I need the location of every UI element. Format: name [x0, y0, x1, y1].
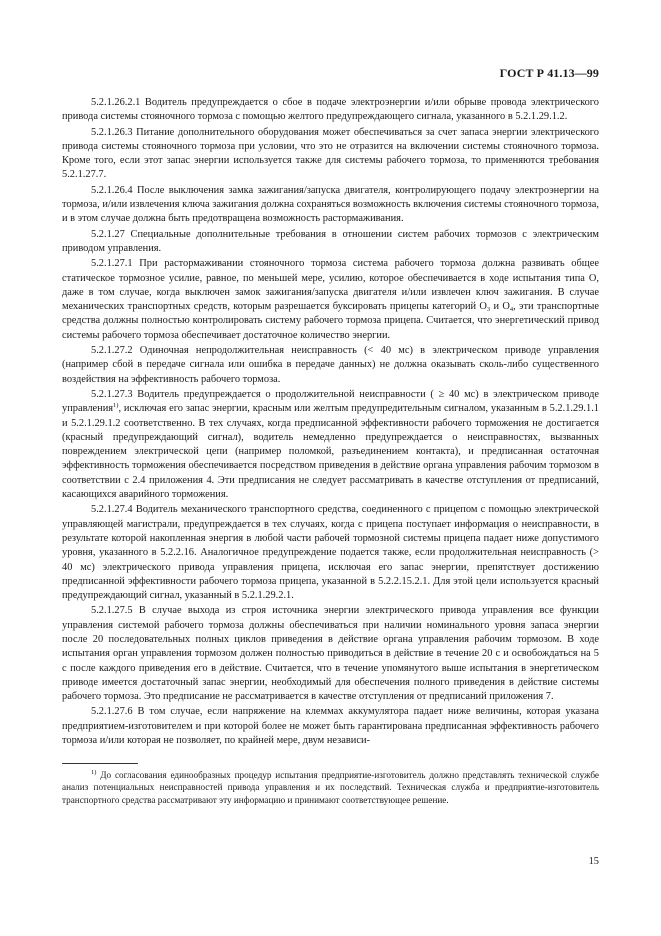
paragraph-5-2-1-27-5: 5.2.1.27.5 В случае выхода из строя источника энергии электрического привода управления все функции управления системой рабочего тормоза должны обеспечиваться при наличии номинального уровня запаса энергии после 20 последовательных полных циклов приведения в действие органа управления рабочим тормозом. В ходе испытания орган управления тормозом должен полностью приводиться в действие в течение 20 с и освобождаться на 5 с после каждого приведения его в действие. Считается, что в течение упомянутого выше испытания в энергетическом приводе имеется достаточный запас энергии, необходимый для обеспечения полного приведения в действие системы рабочего тормоза. Это предписание не рассматривается в качестве отступления от предписаний приложения 7. [62, 605, 599, 703]
body-text [62, 96, 599, 748]
paragraph-5-2-1-27: 5.2.1.27 Специальные дополнительные требования в отношении систем рабочих тормозов с электрическим приводом управления. [62, 228, 599, 254]
paragraph-5-2-1-27-6: 5.2.1.27.6 В том случае, если напряжение на клеммах аккумулятора падает ниже величины, которая указана предприятием-изготовителем и при которой более не может быть гарантирована предписанная эффективность рабочего тормоза и/или которая не позволяет, по крайней мере, двум независи- [62, 706, 599, 747]
standard-header: ГОСТ Р 41.13—99 [499, 66, 599, 80]
paragraph-5-2-1-27-4: 5.2.1.27.4 Водитель механического транспортного средства, соединенного с прицепом с помощью электрической управляющей магистрали, предупреждается в тех случаях, когда с прицепа поступает информация о неисправности, в результате которой накопленная энергия в любой части рабочей тормозной системы прицепа падает ниже допустимого уровня, указанного в 5.2.2.16. Аналогичное предупреждение подается также, если продолжительная неисправность (> 40 мс) электрического привода управления прицепа, исключая его запас энергии, препятствует достижению предписанной эффективности рабочего тормоза прицепа, указанной в 5.2.2.15.2.1. Для этой цели используется красный предупреждающий сигнал, указанный в 5.2.1.29.2.1. [62, 504, 599, 602]
subscript: 3 [486, 306, 491, 314]
paragraph-5-2-1-26-2-1: 5.2.1.26.2.1 Водитель предупреждается о сбое в подаче электроэнергии и/или обрыве провода электрического привода системы стояночного тормоза с помощью желтого предупреждающего сигнала, указанного в 5.2.1.29.1.2. [62, 97, 599, 123]
paragraph-5-2-1-27-2: 5.2.1.27.2 Одиночная непродолжительная неисправность (< 40 мс) в электрическом приводе управления (например сбой в передаче сигнала или ошибка в передаче данных) не должна оказывать сколь-либо существенного воздействия на эффективность рабочего тормоза. [62, 345, 599, 385]
paragraph-5-2-1-27-3 [62, 388, 599, 502]
footnote [62, 769, 599, 806]
paragraph-5-2-1-26-3: 5.2.1.26.3 Питание дополнительного оборудования может обеспечиваться за счет запаса энергии электрического привода системы стояночного тормоза при условии, что это не отразится на включении системы стояночного тормоза. Кроме того, если этот запас энергии используется также для системы рабочего тормоза, то применяются требования 5.2.1.27.7. [62, 126, 599, 181]
footnote-reference: 1) [113, 402, 119, 410]
paragraph-text: 5.2.1.27.3 Водитель предупреждается о продолжительной неисправности ( ≥ 40 мс) в электрическом приводе управления [62, 388, 599, 415]
page-number: 15 [588, 856, 599, 867]
paragraph-text: , исключая его запас энергии, красным или желтым предупредительным сигналом, указанным в 5.2.1.29.1.1 и 5.2.1.29.1.2 соответственно. В тех случаях, когда предписанной эффективности рабочего торможения не достигается (красный предупреждающий сигнал), водитель немедленно предупреждается о неисправностях, вызванных повреждением электрической цепи (например поломкой, разъединением контакта), и предписанная остаточная эффективность торможения обеспечивается посредством приведения в действие органа управления рабочим тормозом в соответствии с 2.4 приложения 4. Эти предписания не следует рассматривать в качестве отступления от предписаний, касающихся аварийного торможения. [62, 403, 599, 501]
subscript: 4 [509, 306, 514, 314]
paragraph-text: 5.2.1.27.1 При растормаживании стояночного тормоза система рабочего тормоза должна развивать общее статическое тормозное усилие, равное, по меньшей мере, усилию, которое обеспечивается в ходе испытания типа О, даже в том случае, когда выключен замок зажигания/запуска двигателя и/или извлечен ключ зажигания. В случае механических транспортных средств, которым разрешается буксировать прицепы категорий O [62, 258, 599, 313]
footnote-text: До согласования единообразных процедур испытания предприятие-изготовитель должно представлять технической службе анализ потенциальных неисправностей привода управления и их последствий. Техническая служба и предприятие-изготовитель транспортного средства рассматривают эту информацию и принимают соответствующее решение. [62, 770, 599, 805]
footnote-mark: 1) [91, 769, 97, 776]
paragraph-5-2-1-26-4: 5.2.1.26.4 После выключения замка зажигания/запуска двигателя, контролирующего подачу электроэнергии на тормоза, и/или извлечения ключа зажигания должна сохраняться возможность включения системы стояночного тормоза, и в этом случае должна быть предотвращена возможность растормаживания. [62, 184, 599, 225]
paragraph-text: и O [490, 301, 510, 313]
paragraph-text: , эти транспортные средства должны полностью контролировать систему рабочего тормоза прицепа. Считается, что энергетический привод системы рабочего тормоза обеспечивает достаточное количество энергии. [62, 301, 600, 341]
footnote-divider [62, 763, 138, 764]
paragraph-5-2-1-27-1 [62, 257, 599, 343]
